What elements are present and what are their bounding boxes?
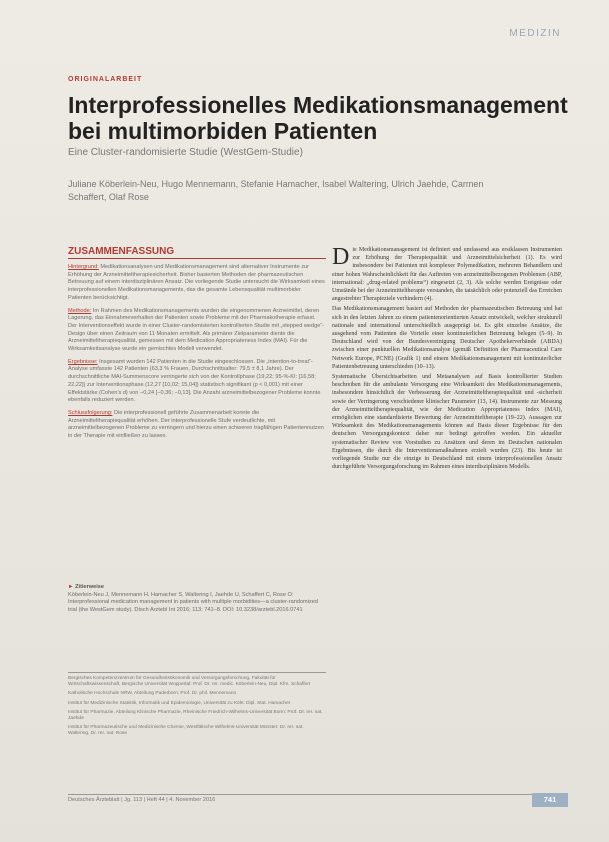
footnote-item: Bergisches Kompetenzzentrum für Gesundheitsökonomik und Versorgungsforschung, Fakultät für Wirtschaftswissenschaft, Bergische Universität Wuppertal: Prof. Dr. rer. medic. Köberlein-Neu, Dipl. Kfm. Schaffert bbox=[68, 676, 311, 688]
footnote-divider bbox=[68, 672, 326, 673]
article-subtitle: Eine Cluster-randomisierte Studie (WestGem-Studie) bbox=[68, 147, 303, 158]
abstract-text: Medikationsanalysen und Medikationsmanagement sind alternativer Instrumente zur Erhöhung der Arzneimitteltherapiesicherheit. Bisher basierten Methoden der pharmazeutischen Betreuung auf einem interdisziplinären Ansatz. Die vorliegende Studie untersucht die Wirksamkeit eines interprofessionellen Medikationsmanagements, das die gesamte Lebensqualität multimorbider Patienten berücksichtigt. bbox=[68, 264, 325, 301]
citation-block bbox=[68, 584, 326, 614]
body-paragraph: Systematische Übersichtsarbeiten und Metaanalysen auf Basis kontrollierter Studien beschreiben für die ambulante Versorgung eine Wirksamkeit des Medikationsmanagements, insbesondere hinsichtlich der Verbesserung der Arzneimitteltherapiequalität und -sicherheit sowie der Verringerung verschiedener klinischer Parameter (13, 14). Instrumente zur Messung der Arzneimitteltherapiequalität, wie der Medication Appropriateness Index (MAI), ermöglichen eine standardisierte Bewertung der Arzneimitteltherapie (19–22). Aussagen zur Wirksamkeit des Medikationsmanagements können auf Basis dieser Ergebnisse für den deutschen Versorgungskontext daher nur bedingt getroffen werden. Ein aktueller systematischer Review von Vorstudien zu Ansätzen und deren im Deutschen nationalen Ergebnissen, die durch die Interventionsmaßnahmen erzielt wurden (23). Bis heute ist vorliegende Studie nur die einzige in Deutschland mit einem interprofessionellen Ansatz durchgeführte Versorgungsforschung im Rahmen eines interdisziplinären Modells. bbox=[332, 374, 562, 471]
footnote-item: Katholische Hochschule NRW, Abteilung Paderborn: Prof. Dr. phil. Mennemann bbox=[68, 691, 237, 697]
abstract-label: Ergebnisse: bbox=[68, 358, 98, 365]
article-authors: Juliane Köberlein-Neu, Hugo Mennemann, Stefanie Hamacher, Isabel Waltering, Ulrich Jaehde, Carmen Schaffert, Olaf Rose bbox=[68, 179, 484, 202]
body-column bbox=[332, 246, 562, 473]
footnote-item: Institut für Medizinische Statistik, Informatik und Epidemiologie, Universität zu Köln: Dipl. Stat. Hamacher bbox=[68, 700, 291, 706]
abstract-paragraph bbox=[68, 410, 326, 441]
drop-cap: D bbox=[332, 244, 350, 270]
abstract-paragraph bbox=[68, 308, 326, 354]
arrow-right-icon: ► bbox=[68, 584, 74, 590]
article-title: Interprofessionelles Medikationsmanagement bei multimorbiden Patienten bbox=[68, 92, 568, 144]
footnotes bbox=[68, 676, 326, 741]
abstract-paragraph bbox=[68, 359, 326, 405]
abstract-label: Methode: bbox=[68, 307, 92, 314]
footer-divider bbox=[68, 794, 568, 795]
journal-footer: Deutsches Ärzteblatt | Jg. 113 | Heft 44 | 4. November 2016 bbox=[68, 797, 216, 803]
abstract-body bbox=[68, 264, 326, 446]
page-number: 741 bbox=[532, 793, 568, 807]
body-text: ie Medikationsmanagement ist definiert und umfassend aus erstklassen Instrumenten zur Erhöhung der Therapiequalität und Arzneimittelsicherheit (1). Es wird insbesondere bei Patienten mit komplexer Polymedikation, mehreren Behandlern und einer hohen Wahrscheinlichkeit für das Auftreten von arzneimittelbezogenen Problemen (ABP, international: „drug-related problems“) eingesetzt (2, 3). Als solche werden Ereignisse oder Umstände bei der Arzneimitteltherapie verstanden, die tatsächlich oder potenziell das Erreichen angestrebter Therapieziele verhindern (4). bbox=[332, 247, 562, 303]
abstract-text: Insgesamt wurden 142 Patienten in die Studie eingeschlossen. Die „intention-to-treat“-Analyse umfasste 142 Patienten (63,3 % Frauen, Durchschnittsalter: 79,5 ± 8,1 Jahre). Der durchschnittliche MAI-Summenscore verringerte sich von der Kontrollphase (19,22; 95-%-KI: [16,58; 22,22]) zur Interventionsphase (12,27 [10,02; 15,04]) statistisch signifikant (p < 0,001) mit einer Effektstärke (Cohen’s d) von −0,24 [−0,36; −0,13]. Die Anzahl arzneimittelbezogener Probleme konnte ebenfalls reduziert werden. bbox=[68, 358, 321, 404]
article-kicker: ORIGINALARBEIT bbox=[68, 76, 143, 83]
citation-text: Köberlein-Neu J, Mennemann H, Hamacher S, Waltering I, Jaehde U, Schaffert C, Rose O: Interprofessional medication management in patients with multiple morbidities—a cluster-randomized trial (the WestGem study). Dtsch Arztebl Int 2016; 113: 741–8. DOI: 10.3238/arztebl.2016.0741 bbox=[68, 591, 318, 613]
footnote-item: Institut für Pharmazeutische und Medizinische Chemie, Westfälische Wilhelms-Universität Münster: Dr. rer. nat. Waltering, Dr. rer. nat. Rose bbox=[68, 725, 304, 737]
section-label: MEDIZIN bbox=[509, 28, 561, 39]
abstract-label: Hintergrund: bbox=[68, 264, 99, 270]
abstract-paragraph bbox=[68, 264, 326, 303]
abstract-text: Im Rahmen des Medikationsmanagements wurden die eingenommenen Arzneimittel, deren Lagerung, das Einnahmeverhalten der Patienten sowie Probleme mit der Pharmakotherapie erfasst. Der Interventionseffekt wurde in einer Cluster-randomisierten kontrollierten Studie mit „stepped wedge“-Design über einen Zeitraum von 11 Monaten ermittelt. Als primärer Zielparameter diente die Arzneimitteltherapiequalität, gemessen mit dem Medication Appropriateness Index (MAI). Für die Wirksamkeitsanalyse wurde ein gemischtes Modell verwendet. bbox=[68, 307, 325, 353]
abstract-heading: ZUSAMMENFASSUNG bbox=[68, 246, 175, 257]
citation-heading: Zitierweise bbox=[75, 584, 105, 590]
body-paragraph: Das Medikationsmanagement basiert auf Methoden der pharmazeutischen Betreuung und hat sich in den letzten Jahren zu einem patientenorientierten Ansatz entwickelt, welcher strukturell nationale und international unterschiedlich ausgeprägt ist. Es gibt einzelne Ansätze, die ausgehend vom Patienten die Vorteile einer kontinuierlichen Betreuung belegen (5–9). In Deutschland wird von der Bundesvereinigung Deutscher Apothekerverbände (ABDA) zwischen einer punktuellen Medikationsanalyse (gemäß Definition der Pharmaceutical Care Network Europe, PCNE) (Grafik 1) und einem Medikationsmanagement mit kontinuierlicher Patientenbetreuung unterschieden (10–13). bbox=[332, 306, 562, 370]
abstract-label: Schlussfolgerung: bbox=[68, 409, 113, 416]
body-paragraph bbox=[332, 246, 562, 303]
abstract-text: Die interprofessionell geführte Zusammenarbeit konnte die Arzneimitteltherapiequalität erhöhen. Der interprofessionelle Stufe verdeutlichte, mit arzneimittelbezogenen Probleme zu verringern und hierzu einen schweren tragfähigen Patientennutzen in der Therapie mit einfließen zu lassen. bbox=[68, 409, 324, 440]
footnote-item: Institut für Pharmazie, Abteilung Klinische Pharmazie, Rheinische Friedrich-Wilhelms-Universität Bonn: Prof. Dr. rer. nat. Jaehde bbox=[68, 709, 323, 722]
abstract-divider bbox=[68, 258, 326, 259]
